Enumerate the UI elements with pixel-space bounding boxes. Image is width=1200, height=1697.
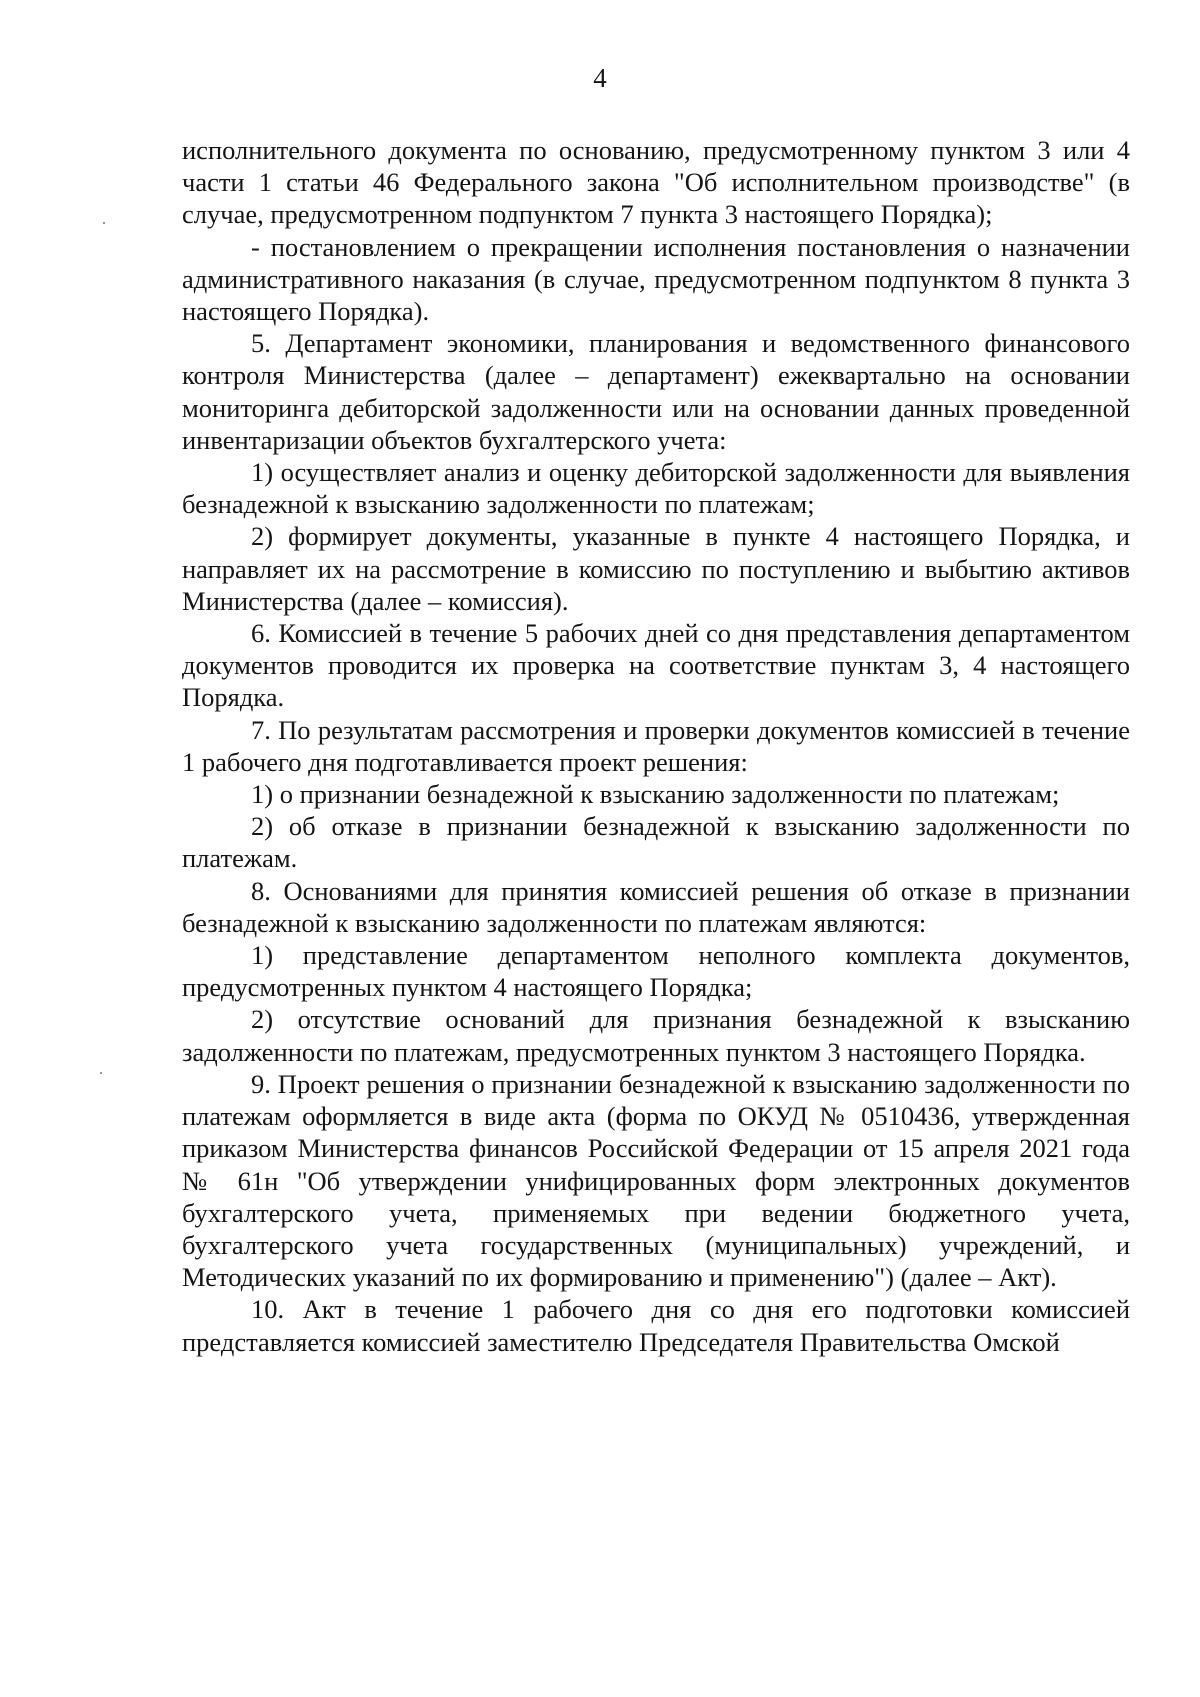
paragraph-item-5: 5. Департамент экономики, планирования и ведомственного финансового контроля Министерства (далее – департамент) ежеквартально на основании мониторинга дебиторской задолженности или на основании данных проведенной инвентаризации объектов бухгалтерского учета: bbox=[182, 328, 1130, 455]
paragraph-item-9: 9. Проект решения о признании безнадежной к взысканию задолженности по платежам оформляется в виде акта (форма по ОКУД № 0510436, утвержденная приказом Министерства финансов Российской Федерации от 15 апреля 2021 года № 61н "Об утверждении унифицированных форм электронных документов бухгалтерского учета, применяемых при ведении бюджетного учета, бухгалтерского учета государственных (муниципальных) учреждений, и Методических указаний по их формированию и применению") (далее – Акт). bbox=[182, 1068, 1130, 1293]
paragraph-item-6: 6. Комиссией в течение 5 рабочих дней со дня представления департаментом документов проводится их проверка на соответствие пунктам 3, 4 настоящего Порядка. bbox=[182, 618, 1130, 713]
paragraph-item-5-1: 1) осуществляет анализ и оценку дебиторской задолженности для выявления безнадежной к взысканию задолженности по платежам; bbox=[182, 457, 1130, 520]
paragraph-dash-item: - постановлением о прекращении исполнения постановления о назначении административного наказания (в случае, предусмотренном подпунктом 8 пункта 3 настоящего Порядка). bbox=[182, 231, 1130, 327]
page-number: 4 bbox=[593, 63, 607, 93]
paragraph-item-5-2: 2) формирует документы, указанные в пункте 4 настоящего Порядка, и направляет их на рассмотрение в комиссию по поступлению и выбытию активов Министерства (далее – комиссия). bbox=[182, 521, 1130, 616]
document-body bbox=[182, 134, 1130, 1358]
paragraph-item-7-1: 1) о признании безнадежной к взысканию задолженности по платежам; bbox=[251, 779, 1060, 810]
paragraph-item-8: 8. Основаниями для принятия комиссией решения об отказе в признании безнадежной к взысканию задолженности по платежам являются: bbox=[182, 875, 1130, 938]
paragraph-item-10: 10. Акт в течение 1 рабочего дня со дня его подготовки комиссией представляется комиссией заместителю Председателя Правительства Омской bbox=[182, 1294, 1130, 1357]
paragraph-item-7: 7. По результатам рассмотрения и проверки документов комиссией в течение 1 рабочего дня подготавливается проект решения: bbox=[182, 714, 1130, 777]
paragraph-item-8-1: 1) представление департаментом неполного комплекта документов, предусмотренных пунктом 4 настоящего Порядка; bbox=[182, 940, 1130, 1003]
scan-speck bbox=[100, 1072, 102, 1074]
scan-speck bbox=[103, 222, 105, 224]
paragraph-continuation: исполнительного документа по основанию, предусмотренному пунктом 3 или 4 части 1 статьи 46 Федерального закона "Об исполнительном производстве" (в случае, предусмотренном подпунктом 7 пункта 3 настоящего Порядка); bbox=[182, 135, 1130, 230]
paragraph-item-8-2: 2) отсутствие оснований для признания безнадежной к взысканию задолженности по платежам, предусмотренных пунктом 3 настоящего Порядка. bbox=[182, 1004, 1130, 1067]
paragraph-item-7-2: 2) об отказе в признании безнадежной к взысканию задолженности по платежам. bbox=[182, 811, 1130, 874]
